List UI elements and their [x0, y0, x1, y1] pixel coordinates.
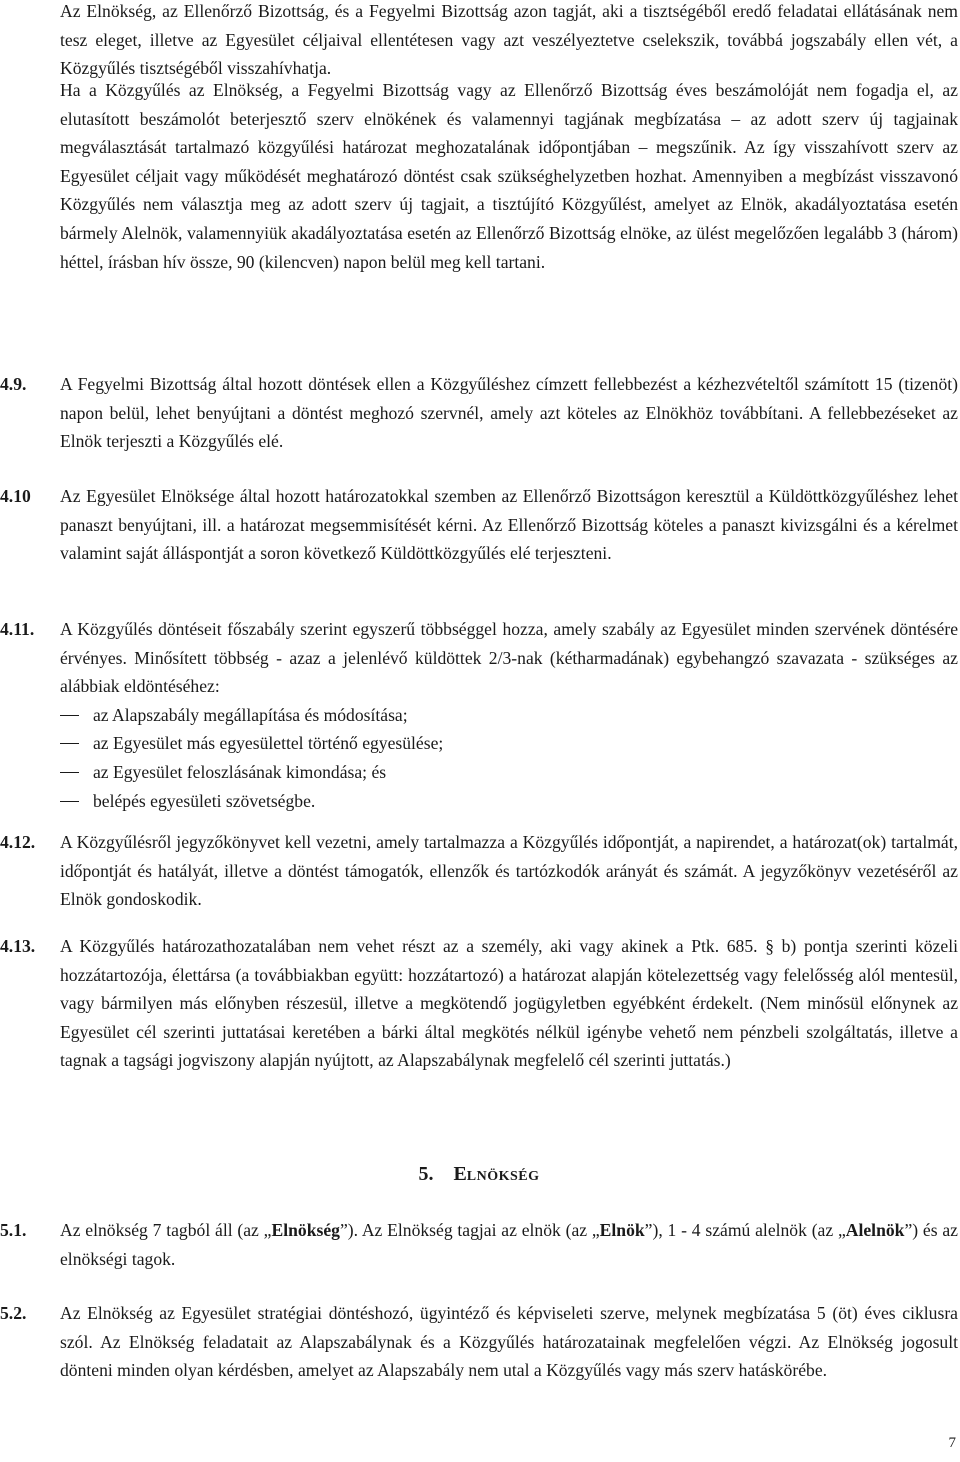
clause-4-13	[0, 932, 958, 1075]
page-number: 7	[948, 1435, 956, 1452]
defined-term: Alelnök	[845, 1220, 905, 1240]
clause-4-10	[0, 482, 958, 568]
paragraph-recall: Az Elnökség, az Ellenőrző Bizottság, és a Fegyelmi Bizottság azon tagját, aki a tisztségéből eredő feladatai ellátásának nem tesz eleget, illetve az Egyesület céljaival ellentétesen vagy azt veszélyeztetve cselekszik, továbbá jogszabály ellen vét, a Közgyűlés tisztségéből visszahívhatja.	[60, 1, 958, 79]
defined-term: Elnök	[599, 1220, 645, 1240]
clause-number: 4.10	[0, 486, 31, 506]
clause-5-2	[0, 1299, 958, 1385]
clause-text: Az Elnökség az Egyesület stratégiai döntéshozó, ügyintéző és képviseleti szerve, melynek megbízatása 5 (öt) éves ciklusra szól. Az Elnökség feladatait az Alapszabálynak és a Közgyűlés határozatainak megfelelően végzi. Az Elnökség jogosult dönteni minden olyan kérdésben, amelyet az Alapszabály nem utal a Közgyűlés vagy más szerv hatáskörébe.	[60, 1303, 958, 1381]
clause-text: A Fegyelmi Bizottság által hozott döntések ellen a Közgyűléshez címzett fellebbezést a kézhezvételtől számított 15 (tizenöt) napon belül, lehet benyújtani a döntést meghozó szervnél, amely azt köteles az Elnökhöz továbbítani. A fellebbezéseket az Elnök terjeszti a Közgyűlés elé.	[60, 374, 958, 452]
clause-5-1	[0, 1216, 958, 1273]
list-item: az Egyesület más egyesülettel történő egyesülése;	[60, 729, 958, 758]
clause-number: 5.1.	[0, 1220, 27, 1240]
clause-number: 4.9.	[0, 374, 27, 394]
clause-text: A Közgyűlés döntéseit főszabály szerint egyszerű többséggel hozza, amely szabály az Egyesület minden szervének döntésére érvényes. Minősített többség - azaz a jelenlévő küldöttek 2/3-nak (kétharmadának) egybehangzó szavazata - szükséges az alábbiak eldöntéséhez:	[60, 619, 958, 697]
list-item: az Alapszabály megállapítása és módosítása;	[60, 701, 958, 730]
clause-number: 4.12.	[0, 832, 36, 852]
clause-4-9	[0, 370, 958, 456]
section-title-rest: lnökség	[466, 1163, 540, 1185]
clause-number: 5.2.	[0, 1303, 27, 1323]
section-heading	[60, 1160, 898, 1189]
clause-text: A Közgyűlés határozathozatalában nem vehet részt az a személy, aki vagy akinek a Ptk. 685. § b) pontja szerinti közeli hozzátartozója, élettársa (a továbbiakban együtt: hozzátartozó) a határozat alapján kötelezettség vagy felelősség alól mentesül, vagy bármilyen más előnyben részesül, illetve a megkötendő jogügyletben egyébként érdekelt. (Nem minősül előnynek az Egyesület cél szerinti juttatásai keretében a bárki által megkötés nélkül igénybe vehető nem pénzbeli szolgáltatás, illetve a tagnak a tagsági jogviszony alapján nyújtott, az Alapszabálynak megfelelő cél szerinti juttatás.)	[60, 936, 958, 1071]
clause-text: A Közgyűlésről jegyzőkönyvet kell vezetni, amely tartalmazza a Közgyűlés időpontját, a napirendet, a határozat(ok) tartalmát, időpontját és hatályát, illetve a döntést támogatók, ellenzők és tartózkodók arányát és számát. A jegyzőkönyv vezetéséről az Elnök gondoskodik.	[60, 832, 958, 910]
clause-number: 4.11.	[0, 619, 35, 639]
list-item: belépés egyesületi szövetségbe.	[60, 787, 958, 816]
text-run: ”) és az elnökségi tagok.	[60, 1220, 958, 1269]
clause-number: 4.13.	[0, 936, 36, 956]
clause-4-11	[0, 615, 958, 815]
clause-text	[60, 1216, 958, 1273]
list-item: az Egyesület feloszlásának kimondása; és	[60, 758, 958, 787]
clause-4-12	[0, 828, 958, 914]
text-run: ”). Az Elnökség tagjai az elnök (az „	[339, 1220, 600, 1240]
section-title-initial: E	[453, 1163, 467, 1185]
text-run: ”), 1 - 4 számú alelnök (az „	[644, 1220, 846, 1240]
defined-term: Elnökség	[271, 1220, 340, 1240]
clause-body	[60, 615, 958, 815]
qualified-majority-list	[60, 701, 958, 815]
paragraph-annual-report: Ha a Közgyűlés az Elnökség, a Fegyelmi Bizottság vagy az Ellenőrző Bizottság éves beszámolóját nem fogadja el, az elutasított beszámolót beterjesztő szerv elnökének és valamennyi tagjának megbízatása – az adott szerv új tagjainak megválasztását tartalmazó közgyűlési határozat meghozatalának időpontjában – megszűnik. Az így visszahívott szerv az Egyesület céljait vagy működését meghatározó döntést csak szükséghelyzetben hozhat. Amennyiben a megbízást visszavonó Közgyűlés nem választja meg az adott szerv új tagjait, a tisztújító Közgyűlést, amelyet az Elnök, akadályoztatása esetén bármely Alelnök, valamennyiük akadályoztatása esetén az Ellenőrző Bizottság elnöke, az ülést megelőzően legalább 3 (három) héttel, írásban hív össze, 90 (kilencven) napon belül meg kell tartani.	[60, 80, 958, 272]
clause-text: Az Egyesület Elnöksége által hozott határozatokkal szemben az Ellenőrző Bizottságon keresztül a Küldöttközgyűléshez lehet panaszt benyújtani, ill. a határozat megsemmisítését kérni. Az Ellenőrző Bizottság köteles a panaszt kivizsgálni és a kérelmet valamint saját álláspontját a soron következő Küldöttközgyűlés elé terjeszteni.	[60, 486, 958, 564]
section-number: 5.	[418, 1163, 434, 1185]
text-run: Az elnökség 7 tagból áll (az „	[60, 1220, 272, 1240]
